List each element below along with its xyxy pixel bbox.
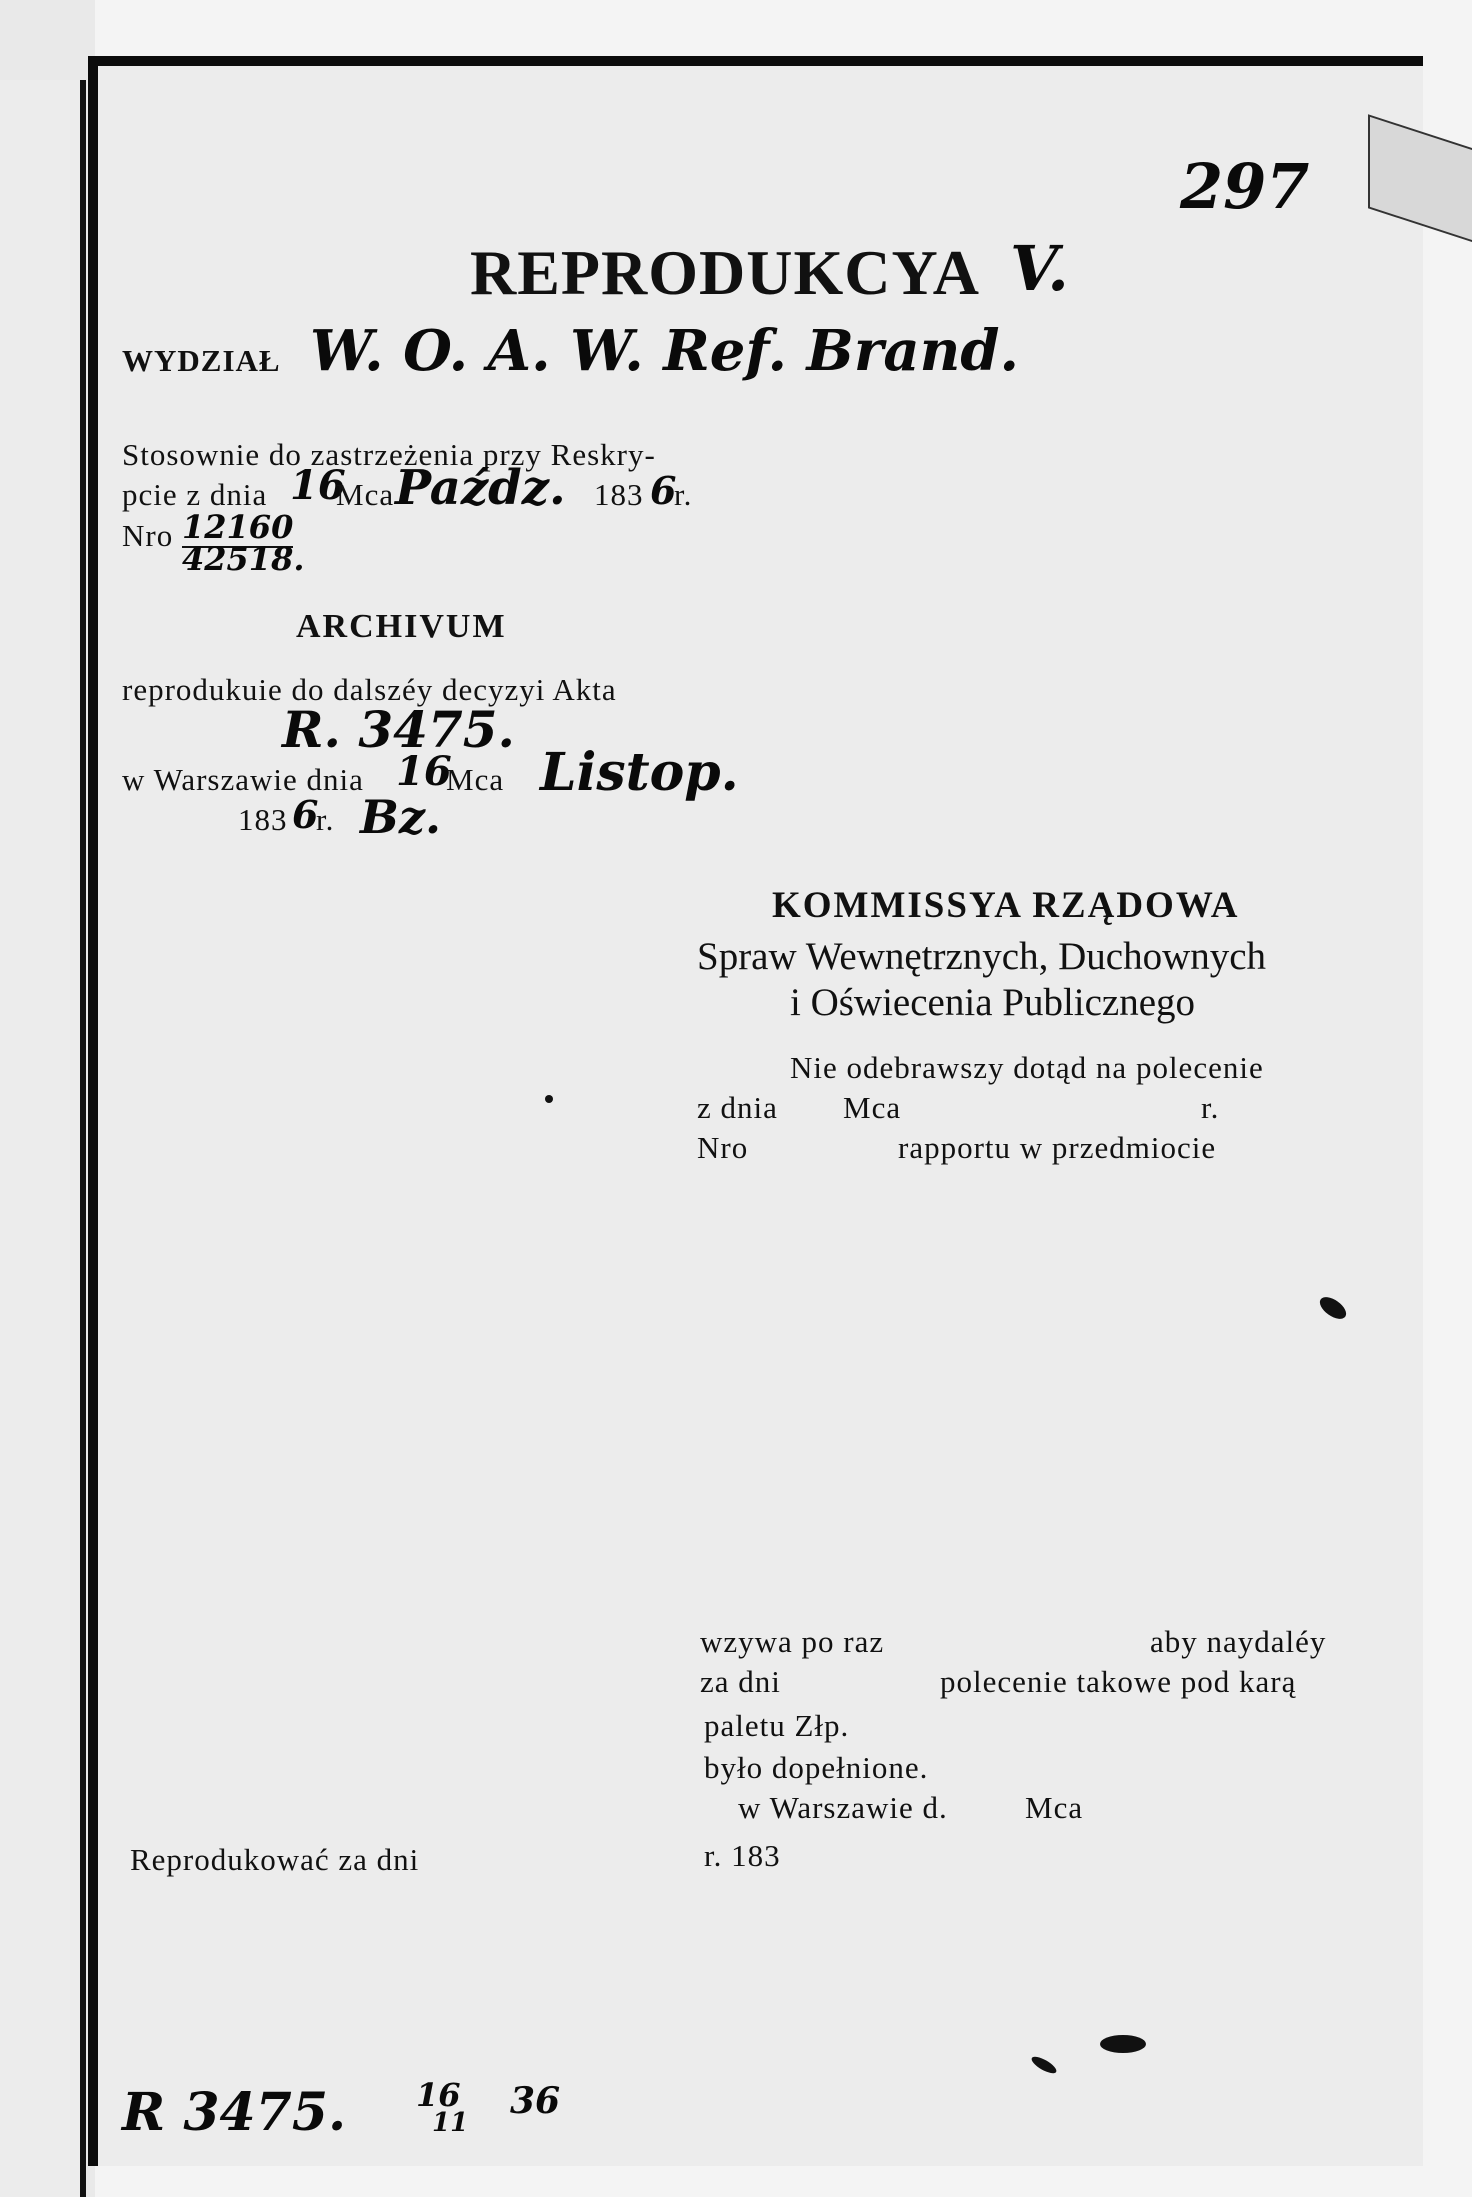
archiwum-year-digit: 6 <box>292 792 319 837</box>
archiwum-year-b: r. <box>316 802 335 837</box>
ink-blot <box>1100 2035 1146 2053</box>
reskrypt-day: 16 <box>290 462 346 509</box>
reskrypt-line2-d: r. <box>674 477 693 512</box>
archiwum-place-b: Mca <box>446 762 505 797</box>
kommissya-line3: i Oświecenia Publicznego <box>790 981 1196 1024</box>
title-suffix: V. <box>1010 232 1069 305</box>
wzywa-l2-a: za dni <box>700 1664 781 1699</box>
reskrypt-year-prefix: 183 <box>594 477 644 512</box>
ink-dot <box>545 1095 553 1103</box>
reskrypt-nro-top: 12160 <box>182 508 294 546</box>
wydzial-value: W. O. A. W. Ref. Brand. <box>310 318 1019 384</box>
reskrypt-line1: Stosownie do zastrzeżenia przy Reskry- <box>122 437 656 472</box>
wzywa-l2-b: polecenie takowe pod karą <box>940 1664 1297 1699</box>
archiwum-line1: reprodukuie do dalszéy decyzyi Akta <box>122 672 617 707</box>
footer-note-number: R 3475. <box>122 2082 347 2143</box>
reskrypt-nro-label: Nro <box>122 518 174 553</box>
reskrypt-line2-b: Mca <box>336 477 395 512</box>
kommissya-p3-a: Nro <box>697 1130 749 1165</box>
archiwum-year-a: 183 <box>238 802 288 837</box>
kommissya-p2-b: Mca <box>843 1090 902 1125</box>
footer-note-year: 36 <box>510 2080 561 2122</box>
kommissya-line2: Spraw Wewnętrznych, Duchownych <box>697 935 1267 978</box>
wzywa-l4: było dopełnione. <box>704 1750 929 1785</box>
reskrypt-year-digit: 6 <box>650 468 677 513</box>
kommissya-line1: KOMMISSYA RZĄDOWA <box>772 885 1240 926</box>
kommissya-p2-c: r. <box>1201 1090 1220 1125</box>
adjacent-page-edge <box>0 80 86 2197</box>
kommissya-p3-b: rapportu w przedmiocie <box>898 1130 1217 1165</box>
wydzial-label: WYDZIAŁ <box>122 343 281 378</box>
reskrypt-nro-bottom: 42518. <box>182 540 305 578</box>
archiwum-month: Listop. <box>540 742 739 803</box>
wzywa-l5-b: Mca <box>1025 1790 1084 1825</box>
wzywa-l3: paletu Złp. <box>704 1708 850 1743</box>
reprodukowac-label: Reprodukować za dni <box>130 1842 420 1877</box>
footer-note-day: 16 <box>416 2076 461 2114</box>
reskrypt-month: Paźdz. <box>395 460 566 516</box>
document-title: REPRODUKCYA <box>470 237 980 308</box>
reskrypt-line2-a: pcie z dnia <box>122 477 268 512</box>
wzywa-l1-b: aby naydaléy <box>1150 1624 1327 1659</box>
archiwum-place-a: w Warszawie dnia <box>122 762 364 797</box>
folded-corner <box>1368 114 1472 252</box>
archiwum-signature: Bz. <box>360 790 442 844</box>
kommissya-p1: Nie odebrawszy dotąd na polecenie <box>790 1050 1264 1085</box>
archiwum-day: 16 <box>396 748 452 795</box>
archiwum-heading: ARCHIVUM <box>296 608 507 645</box>
footer-note-month: 11 <box>432 2108 469 2138</box>
wzywa-l5-a: w Warszawie d. <box>738 1790 948 1825</box>
akta-number: R. 3475. <box>282 700 515 759</box>
wzywa-l6: r. 183 <box>704 1838 781 1873</box>
kommissya-p2-a: z dnia <box>697 1090 778 1125</box>
page-number: 297 <box>1180 150 1310 223</box>
wzywa-l1-a: wzywa po raz <box>700 1624 885 1659</box>
